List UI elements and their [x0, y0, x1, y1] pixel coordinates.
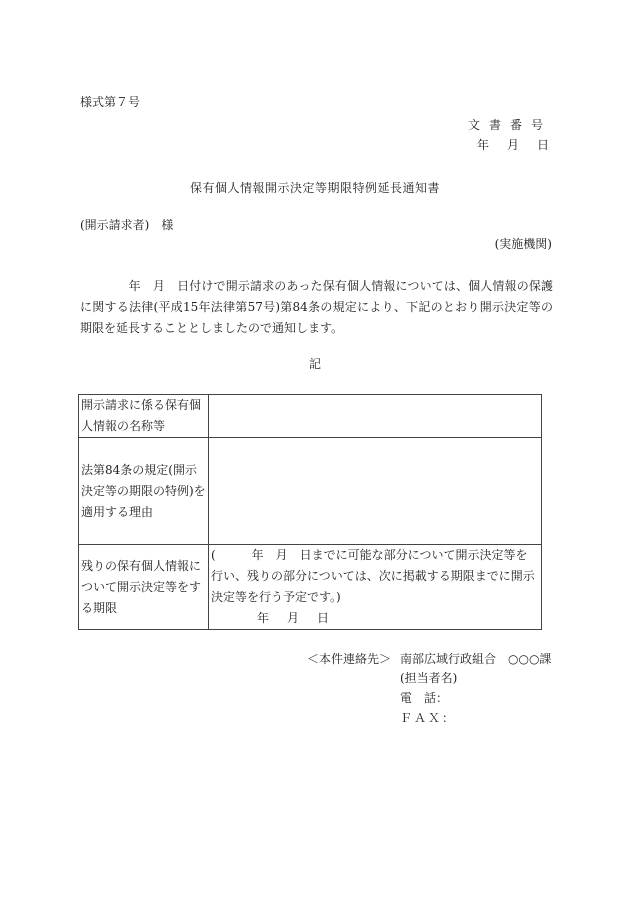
table-row	[79, 545, 542, 630]
row-label: 残りの保有個人情報について開示決定等をする期限	[79, 545, 209, 630]
table-row	[79, 438, 542, 545]
contact-label: ＜本件連絡先＞	[307, 652, 392, 666]
date-label: 年 月 日	[476, 138, 552, 152]
contact-fax: ＦＡＸ：	[400, 711, 457, 725]
agency-line: (実施機関)	[494, 237, 552, 251]
table-row	[79, 395, 542, 438]
document-number-label: 文書番号	[467, 118, 552, 132]
contact-organization: 南部広域行政組合 ○○○課	[400, 652, 552, 666]
contact-person: (担当者名)	[400, 671, 458, 685]
notice-body	[80, 276, 553, 339]
row-value-container	[209, 545, 542, 630]
details-table	[78, 394, 542, 630]
form-number: 様式第７号	[80, 95, 141, 109]
notice-paragraph: 年 月 日付けで開示請求のあった保有個人情報については、個人情報の保護に関する法律(平成15年法律第57号)第84条の規定により、下記のとおり開示決定等の期限を延長することとしましたので通知します。	[80, 279, 553, 335]
row-label: 開示請求に係る保有個人情報の名称等	[79, 395, 209, 438]
row-value	[209, 438, 542, 545]
row-label: 法第84条の規定(開示決定等の期限の特例)を適用する理由	[79, 438, 209, 545]
contact-phone: 電 話：	[400, 691, 449, 705]
recipient-line: (開示請求者) 様	[80, 218, 174, 232]
document-title: 保有個人情報開示決定等期限特例延長通知書	[189, 181, 440, 195]
ki-heading: 記	[308, 357, 321, 371]
row-value: ( 年 月 日までに可能な部分について開示決定等を行い、残りの部分については、次に掲載する期限までに開示決定等を行う予定です。)	[211, 548, 535, 604]
row-value	[209, 395, 542, 438]
deadline-date: 年 月 日	[257, 611, 333, 625]
